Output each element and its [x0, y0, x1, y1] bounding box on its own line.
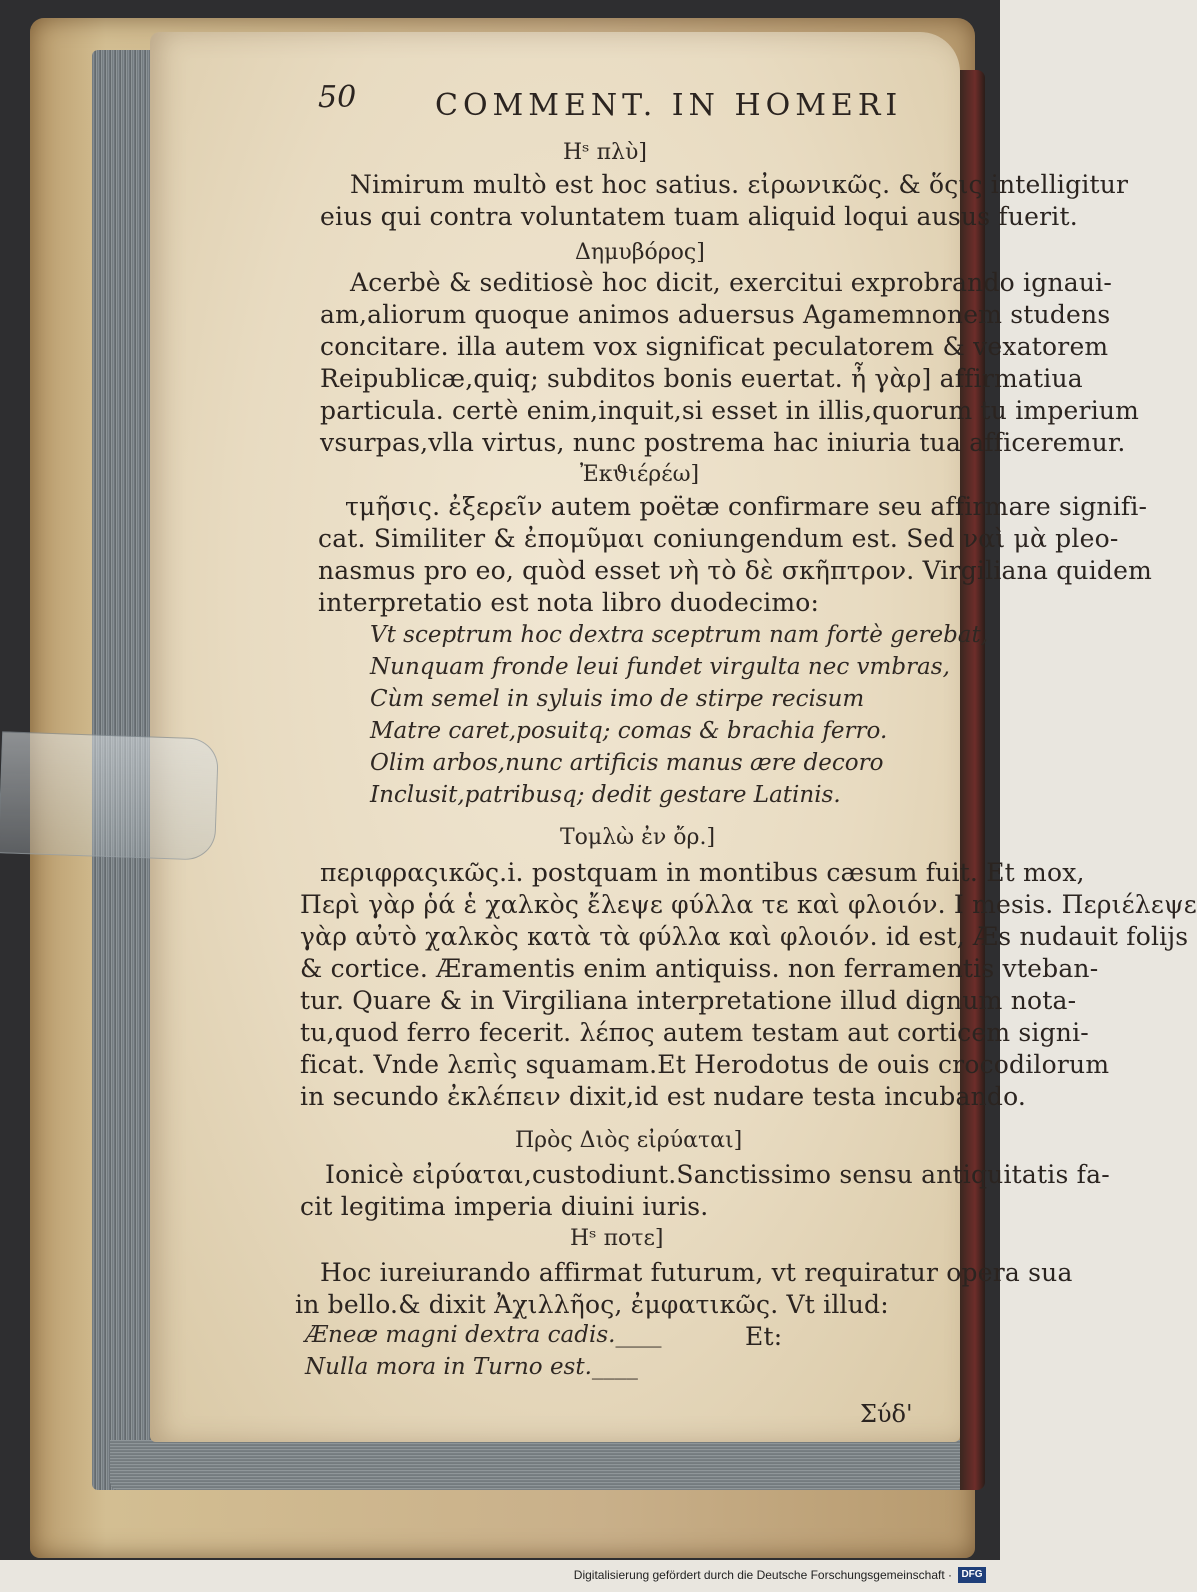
- verse-line: Matre caret,posuitq; comas & brachia ferro.: [370, 718, 888, 744]
- lemma-heading: Πρὸς Διὸς εἰρύαται]: [515, 1128, 743, 1153]
- catchword: Σύδ': [860, 1400, 913, 1428]
- text-line: Nimirum multò est hoc satius. εἰρωνικῶς. & ὅςις intelligitur: [350, 170, 1129, 199]
- text-line: in secundo ἐκλέπειν dixit,id est nudare testa incubando.: [300, 1082, 1027, 1111]
- text-line: Ionicè εἰρύαται,custodiunt.Sanctissimo sensu antiquitatis fa-: [325, 1160, 1110, 1189]
- text-line: eius qui contra voluntatem tuam aliquid loqui ausus fuerit.: [320, 202, 1078, 231]
- text-line: ficat. Vnde λεπὶς squamam.Et Herodotus de ouis crocodilorum: [300, 1050, 1110, 1079]
- text-line: tu,quod ferro fecerit. λέπος autem testam aut corticem signi-: [300, 1018, 1089, 1047]
- verse-line: Vt sceptrum hoc dextra sceptrum nam fortè gerebat,: [370, 622, 989, 648]
- et-label: Et:: [745, 1322, 783, 1351]
- page-edges-bottom: [110, 1440, 970, 1490]
- running-head: COMMENT. IN HOMERI: [435, 88, 903, 123]
- lemma-heading: Hˢ πλὺ]: [563, 140, 647, 165]
- text-line: Περὶ γὰρ ῥά ἑ χαλκὸς ἔλεψε φύλλα τε καὶ φλοιόν. I mesis. Περιέλεψε: [300, 890, 1197, 919]
- text-line: vsurpas,vlla virtus, nunc postrema hac iniuria tua afficeremur.: [320, 428, 1126, 457]
- lemma-heading: Δημυβόρος]: [575, 240, 705, 265]
- text-line: τμῆσις. ἐξερεῖν autem poëtæ confirmare seu affirmare signifi-: [345, 492, 1148, 521]
- text-line: am,aliorum quoque animos aduersus Agamemnonem studens: [320, 300, 1111, 329]
- lemma-heading: Ἐκϑιέρέω]: [580, 462, 700, 487]
- verse-line: Olim arbos,nunc artificis manus ære decoro: [370, 750, 884, 776]
- footer-bar: [0, 1560, 1000, 1592]
- text-line: nasmus pro eo, quòd esset νὴ τὸ δὲ σκῆπτρον. Virgiliana quidem: [318, 556, 1153, 585]
- verse-line: Inclusit,patribusq; dedit gestare Latinis.: [370, 782, 841, 808]
- glass-page-weight: [0, 731, 219, 860]
- text-line: tur. Quare & in Virgiliana interpretatione illud dignum nota-: [300, 986, 1077, 1015]
- lemma-heading: Hˢ ποτε]: [570, 1226, 664, 1251]
- verse-line: Æneæ magni dextra cadis.____: [305, 1322, 662, 1348]
- page-number: 50: [318, 80, 357, 115]
- text-line: Hoc iureiurando affirmat futurum, vt requiratur opera sua: [320, 1258, 1073, 1287]
- text-line: interpretatio est nota libro duodecimo:: [318, 588, 820, 617]
- text-line: γὰρ αὐτὸ χαλκὸς κατὰ τὰ φύλλα καὶ φλοιόν. id est, Æs nudauit folijs: [300, 922, 1189, 951]
- verse-line: Cùm semel in syluis imo de stirpe recisum: [370, 686, 865, 712]
- text-line: cit legitima imperia diuini iuris.: [300, 1192, 709, 1221]
- text-line: περιφραςικῶς.i. postquam in montibus cæsum fuit. Et mox,: [320, 858, 1085, 887]
- text-line: cat. Similiter & ἐπομῦμαι coniungendum est. Sed ναὶ μὰ pleo-: [318, 524, 1119, 553]
- text-line: Reipublicæ,quiq; subditos bonis euertat. ἦ γὰρ] affirmatiua: [320, 364, 1083, 393]
- text-line: in bello.& dixit Ἀχιλλῆος, ἐμφατικῶς. Vt illud:: [295, 1290, 889, 1319]
- footer-credit: Digitalisierung gefördert durch die Deutsche Forschungsgemeinschaft ·: [573, 1568, 952, 1582]
- dfg-logo: DFG: [958, 1567, 986, 1583]
- text-line: particula. certè enim,inquit,si esset in illis,quorum tu imperium: [320, 396, 1140, 425]
- lemma-heading: Τομλὼ ἐν ὄρ.]: [560, 825, 716, 850]
- text-line: Acerbè & seditiosè hoc dicit, exercitui exprobrando ignaui-: [350, 268, 1113, 297]
- text-line: & cortice. Æramentis enim antiquiss. non ferramentis vteban-: [300, 954, 1099, 983]
- verse-line: Nunquam fronde leui fundet virgulta nec vmbras,: [370, 654, 950, 680]
- verse-line: Nulla mora in Turno est.____: [305, 1354, 638, 1380]
- text-line: concitare. illa autem vox significat peculatorem & vexatorem: [320, 332, 1109, 361]
